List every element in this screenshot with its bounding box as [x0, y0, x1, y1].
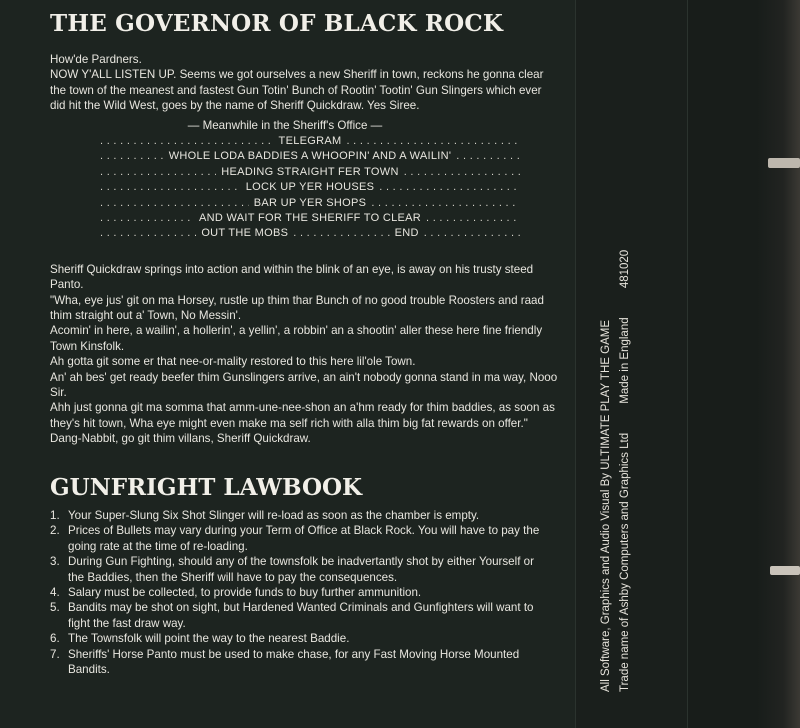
story-paragraph: Ah gotta git some er that nee-or-mality restored to this here lil'ole Town. — [50, 355, 416, 369]
telegram-end: END — [394, 227, 419, 240]
credits-line: All Software, Graphics and Audio Visual By ULTIMATE PLAY THE GAME — [600, 320, 612, 692]
telegram-line: . . . TELEGRAM . . . — [100, 134, 520, 149]
telegram — [50, 134, 520, 242]
catalogue-number: 481020 — [619, 249, 631, 289]
story-paragraph: Dang-Nabbit, go git thim villans, Sheriff Quickdraw. — [50, 432, 311, 446]
lawbook-rule: 6. The Townsfolk will point the way to the nearest Baddie. — [50, 632, 350, 646]
telegram-line: . . . WHOLE LODA BADDIES A WHOOPIN' AND A WAILIN' . . . — [100, 149, 520, 164]
lawbook-rule: 1. Your Super-Slung Six Shot Slinger will re-load as soon as the chamber is empty. — [50, 509, 480, 522]
made-in: Made in England — [619, 317, 631, 404]
greeting: How'de Pardners. — [50, 53, 142, 66]
torn-notch — [768, 158, 800, 168]
lawbook-rule: 5. Bandits may be shot on sight, but Hardened Wanted Criminals and Gunfighters will want to fight the fast draw way. — [50, 601, 534, 630]
lawbook-rule: 3. During Gun Fighting, should any of the townsfolk be inadvertantly shot by either Yourself or the Baddies, then the Sheriff will have to pay the consequences. — [50, 555, 534, 584]
inlay-flap-panel — [687, 0, 800, 728]
telegram-line: . . . LOCK UP YER HOUSES . . . — [100, 180, 520, 195]
page-title: THE GOVERNOR OF BLACK ROCK — [50, 10, 504, 37]
story-section — [50, 52, 560, 447]
torn-notch-lower — [770, 566, 800, 575]
telegram-line: . . . BAR UP YER SHOPS . . . — [100, 196, 520, 211]
lawbook-title: GUNFRIGHT LAWBOOK — [50, 474, 363, 501]
office-heading: — Meanwhile in the Sheriff's Office — — [187, 118, 383, 132]
credits-trade-line — [619, 250, 631, 692]
lawbook-rule: 7. Sheriffs' Horse Panto must be used to make chase, for any Fast Moving Horse Mounted Bandits. — [50, 647, 520, 677]
story-paragraph: "Wha, eye jus' git on ma Horsey, rustle up thim thar Bunch of no good trouble Roosters and raad thim straight out a' Town, No Messin'. — [50, 293, 544, 322]
intro-paragraph: NOW Y'ALL LISTEN UP. Seems we got ourselves a new Sheriff in town, reckons he gonna clear the town of the meanest and fastest Gun Totin' Bunch of Rootin' Tootin' Gun Slingers which ever did hit the Wild West, goes by the name of Sheriff Quickdraw. Yes Siree. — [50, 68, 544, 113]
telegram-line: . . . HEADING STRAIGHT FER TOWN . . . — [100, 165, 520, 180]
lawbook-rule: 4. Salary must be collected, to provide funds to buy further ammunition. — [50, 586, 422, 600]
lawbook-rule: 2. Prices of Bullets may vary during your Term of Office at Black Rock. You will have to pay the going rate at the time of re-loading. — [50, 524, 540, 553]
lawbook-list — [50, 508, 550, 677]
trade-name: Trade name of Ashby Computers and Graphics Ltd — [619, 432, 631, 692]
worn-edge — [757, 0, 800, 728]
story-paragraph: Acomin' in here, a wailin', a hollerin', a yellin', a robbin' an a shootin' aller these here fine friendly Town Kinsfolk. — [50, 324, 543, 353]
telegram-line: . . . AND WAIT FOR THE SHERIFF TO CLEAR . . . — [100, 211, 520, 226]
telegram-line: . . . OUT THE MOBS . . . END . . . — [100, 226, 520, 241]
inlay-spine-panel — [575, 0, 688, 728]
story-paragraph: An' ah bes' get ready beefer thim Gunslingers arrive, an ain't nobody gonna stand in ma way, Nooo Sir. — [50, 370, 558, 400]
story-paragraph: Ahh just gonna git ma somma that amm-une-nee-shon an a'hm ready for thim baddies, as soon as they's hit town, Wha eye might even make ma self rich with alla thim big fat rewards on offer." — [50, 401, 555, 430]
story-paragraph: Sheriff Quickdraw springs into action and within the blink of an eye, is away on his trusty steed Panto. — [50, 262, 534, 292]
